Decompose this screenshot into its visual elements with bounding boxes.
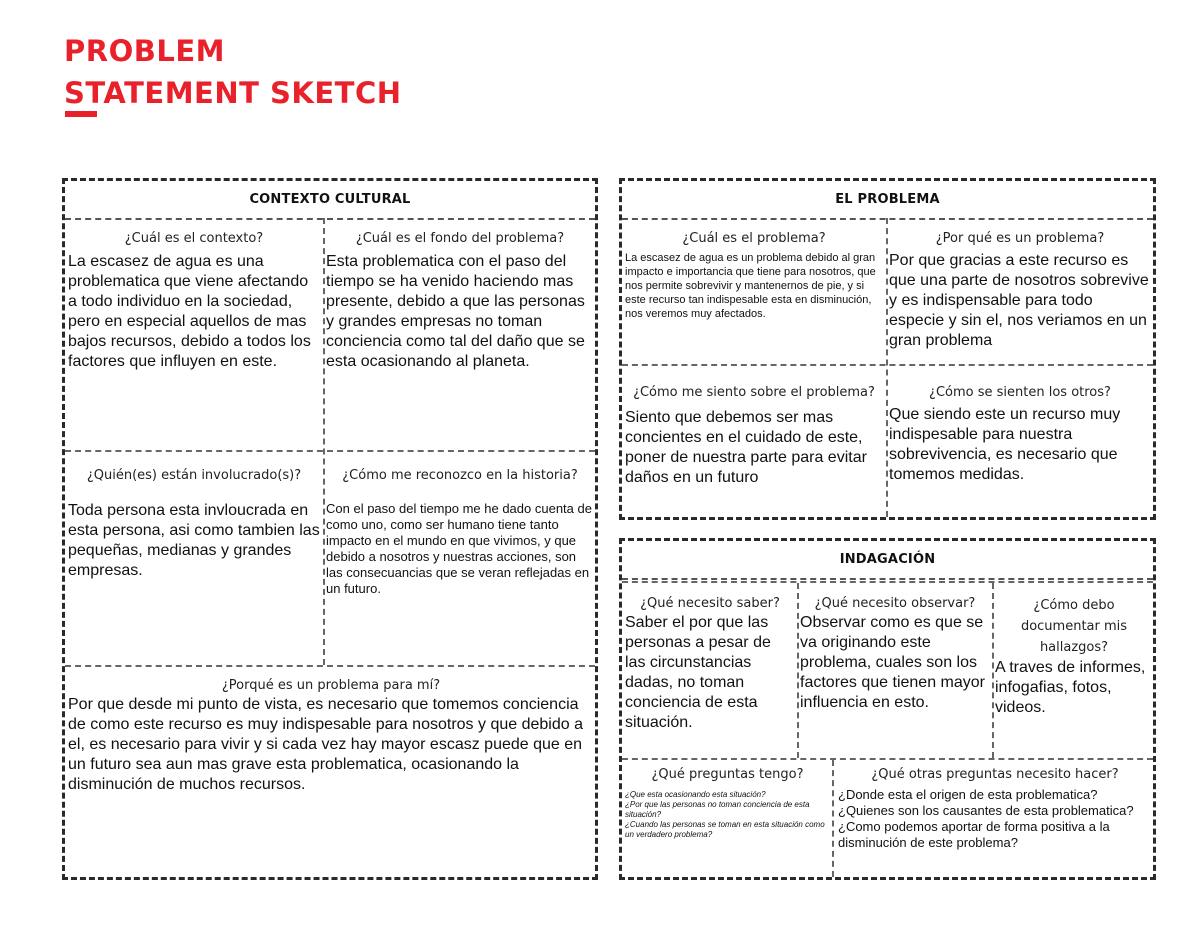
porque-mi-question: ¿Porqué es un problema para mí? — [221, 678, 441, 693]
divider — [992, 583, 994, 758]
el-problema-heading: EL PROBLEMA — [622, 181, 1153, 220]
contexto-question: ¿Cuál es el contexto? — [124, 231, 264, 246]
otros-cell — [889, 384, 1151, 516]
otros-answer: Que siendo este un recurso muy indispesable para nuestra sobrevivencia, es necesario que tomemos medidas. — [889, 406, 1121, 483]
reconozco-question: ¿Cómo me reconozco en la historia? — [342, 468, 578, 483]
indagacion-panel — [619, 538, 1156, 880]
reconozco-answer: Con el paso del tiempo me he dado cuenta de como uno, como ser humano tiene tanto impacto en el mundo en que vivimos, y que debido a nosotros y nuestras acciones, son las consecuancias que se veran reflejadas en un futuro. — [326, 501, 592, 596]
preguntas-answer: ¿Que esta ocasionando esta situación? ¿Por que las personas no toman conciencia de esta situación? ¿Cuando las personas se toman en esta situación como un verdadero problema? — [625, 790, 825, 839]
reconozco-cell — [326, 467, 594, 663]
porque-problema-question: ¿Por qué es un problema? — [935, 231, 1105, 246]
indagacion-heading: INDAGACIÓN — [622, 541, 1153, 580]
preguntas-question: ¿Qué preguntas tengo? — [651, 767, 804, 782]
involucrados-question: ¿Quién(es) están involucrado(s)? — [86, 468, 302, 483]
fondo-question: ¿Cuál es el fondo del problema? — [355, 231, 565, 246]
title-line-1: PROBLEM — [64, 34, 225, 68]
divider — [797, 583, 799, 758]
fondo-answer: Esta problematica con el paso del tiempo se ha venido haciendo mas presente, debido a que las personas y grandes empresas no toman conciencia como tal del daño que se esta ocasionando al planeta. — [326, 253, 585, 370]
otros-question: ¿Cómo se sienten los otros? — [929, 385, 1111, 400]
documentar-cell — [995, 595, 1153, 757]
page-title — [64, 30, 402, 114]
porque-mi-answer: Por que desde mi punto de vista, es necesario que tomemos conciencia de como este recurso es muy indispesable para nosotros y que debido a el, es necesario para vivir y si cada vez hay mayor escasz puede que en un futuro sea aun mas grave esta problematica, ocasionando la disminución de muchos recursos. — [68, 696, 583, 793]
divider — [323, 218, 325, 665]
contexto-cell — [68, 230, 320, 448]
cual-problema-cell — [625, 230, 883, 362]
documentar-answer: A traves de informes, infogafias, fotos, videos. — [995, 659, 1146, 716]
contexto-answer: La escasez de agua es una problematica que viene afectando a todo individuo en la sociedad, pero en especial aquellos de mas bajos recursos, debido a todos los factores que influyen en este. — [68, 253, 311, 370]
siento-question: ¿Cómo me siento sobre el problema? — [633, 385, 875, 400]
otras-preguntas-question: ¿Qué otras preguntas necesito hacer? — [871, 767, 1119, 782]
saber-answer: Saber el por que las personas a pesar de las circunstancias dadas, no toman conciencia de esta situación. — [625, 614, 771, 731]
involucrados-answer: Toda persona esta invloucrada en esta persona, asi como tambien las pequeñas, medianas y grandes empresas. — [68, 502, 320, 579]
preguntas-cell — [625, 766, 830, 876]
cual-problema-question: ¿Cuál es el problema? — [682, 231, 826, 246]
el-problema-panel — [619, 178, 1156, 520]
divider — [622, 581, 1153, 583]
divider — [622, 758, 1153, 760]
title-line-2: STATEMENT SKETCH — [64, 76, 402, 110]
divider — [65, 450, 595, 452]
porque-mi-cell — [68, 677, 594, 877]
divider — [886, 218, 888, 517]
saber-question: ¿Qué necesito saber? — [640, 596, 780, 611]
otras-preguntas-answer: ¿Donde esta el origen de esta problematica? ¿Quienes son los causantes de esta problematica? ¿Como podemos aportar de forma positiva a la disminución de este problema? — [838, 787, 1134, 850]
saber-cell — [625, 595, 795, 757]
divider — [65, 665, 595, 667]
divider — [832, 760, 834, 877]
observar-answer: Observar como es que se va originando este problema, cuales son los factores que tienen mayor influencia en esto. — [800, 614, 985, 711]
porque-problema-answer: Por que gracias a este recurso es que una parte de nosotros sobrevive y es indispensable para todo especie y sin el, nos veriamos en un gran problema — [889, 252, 1149, 349]
observar-question: ¿Qué necesito observar? — [814, 596, 976, 611]
siento-answer: Siento que debemos ser mas concientes en el cuidado de este, poner de nuestra parte para evitar daños en un futuro — [625, 409, 867, 486]
divider — [622, 364, 1153, 366]
porque-problema-cell — [889, 230, 1151, 362]
otras-preguntas-cell — [838, 766, 1152, 876]
fondo-cell — [326, 230, 594, 448]
involucrados-cell — [68, 467, 320, 663]
observar-cell — [800, 595, 990, 757]
contexto-cultural-heading: CONTEXTO CULTURAL — [65, 181, 595, 220]
documentar-question: ¿Cómo debo documentar mis hallazgos? — [1020, 598, 1128, 655]
contexto-cultural-panel — [62, 178, 598, 880]
cual-problema-answer: La escasez de agua es un problema debido al gran impacto e importancia que tiene para nosotros, que nos permite sobrevivir y mantenernos de pie, y si este recurso tan indispesable esta en disminución, nos veremos muy afectados. — [625, 252, 876, 320]
title-accent-bar — [65, 111, 97, 117]
siento-cell — [625, 384, 883, 516]
